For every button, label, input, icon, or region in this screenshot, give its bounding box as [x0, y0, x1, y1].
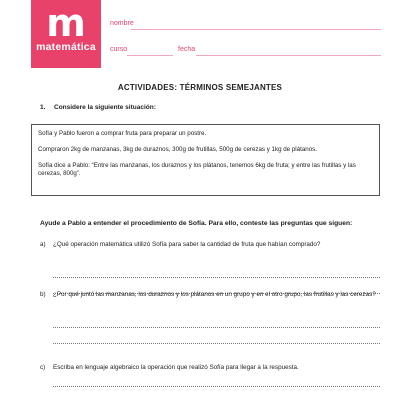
question-1-number: 1.	[40, 104, 46, 111]
instructions: Ayude a Pablo a entender el procedimiento de Sofía. Para ello, conteste las preguntas que siguen:	[40, 220, 353, 227]
item-text: ¿Qué operación matemática utilizó Sofía para saber la cantidad de fruta que habían comprado?	[53, 241, 321, 248]
question-1	[40, 104, 156, 111]
item-text: Escriba en lenguaje algebraico la operación que realizó Sofía para llegar a la respuesta.	[53, 364, 299, 371]
scenario-box	[31, 124, 380, 196]
course-field[interactable]	[127, 55, 173, 56]
question-item-a	[40, 241, 380, 250]
date-label: fecha	[178, 46, 196, 53]
item-label: a)	[40, 241, 46, 248]
name-label: nombre	[110, 20, 134, 27]
item-text: ¿Por qué juntó las manzanas, los duraznos y los plátanos en un grupo y en el otro grupo, las frutillas y las cerezas?	[53, 291, 376, 298]
scenario-paragraph: Compraron 2kg de manzanas, 3kg de duraznos, 300g de frutillas, 500g de cerezas y 1kg de plátanos.	[38, 146, 317, 153]
scenario-paragraph: Sofía y Pablo fueron a comprar fruta para preparar un postre.	[38, 130, 207, 137]
question-item-b-content	[40, 291, 380, 300]
date-field[interactable]	[196, 55, 381, 56]
answer-line-a1[interactable]	[53, 277, 380, 278]
item-label: b)	[40, 291, 46, 298]
scenario-paragraph: Sofía dice a Pablo: “Entre las manzanas, los duraznos y los plátanos, tenemos 6kg de fruta; y entre las frutillas y las cerezas, 800g”.	[38, 162, 356, 177]
page-title: ACTIVIDADES: TÉRMINOS SEMEJANTES	[117, 83, 283, 92]
name-field[interactable]	[131, 29, 381, 30]
item-label: c)	[40, 364, 46, 371]
grade-label: 7º básico	[40, 56, 69, 63]
logo-word: matemática	[36, 41, 96, 53]
course-label: curso	[110, 46, 128, 53]
question-1-text: Considere la siguiente situación:	[54, 104, 156, 111]
logo-letter: m	[46, 1, 86, 45]
